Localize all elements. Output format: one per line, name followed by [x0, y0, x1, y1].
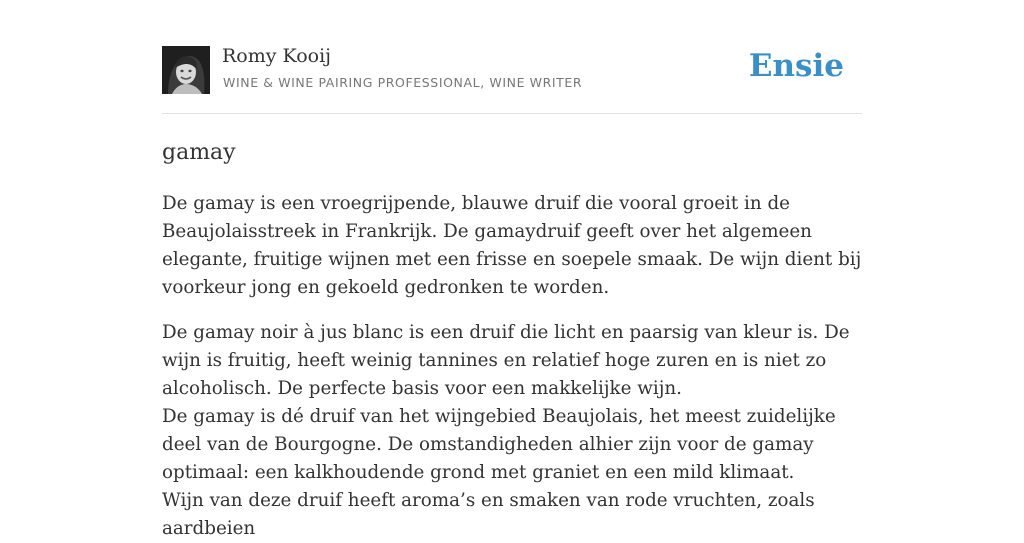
author-role: WINE & WINE PAIRING PROFESSIONAL, WINE WRITER — [223, 75, 583, 90]
article-paragraph: De gamay is dé druif van het wijngebied Beaujolais, het meest zuidelijke deel van de Bourgogne. De omstandigheden alhier zijn voor de gamay optimaal: een kalkhoudende grond met graniet en een mild klimaat. — [162, 406, 836, 483]
avatar-portrait-icon — [162, 46, 210, 94]
article-paragraph: Wijn van deze druif heeft aroma’s en smaken van rode vruchten, zoals aardbeien — [162, 490, 815, 539]
article-container — [162, 0, 862, 543]
article-paragraph: De gamay is een vroegrijpende, blauwe druif die vooral groeit in de Beaujolaisstreek in Frankrijk. De gamaydruif geeft over het algemeen elegante, fruitige wijnen met een frisse en soepele smaak. De wijn dient bij voorkeur jong en gekoeld gedronken te worden. — [162, 193, 862, 298]
author-header — [162, 0, 862, 114]
article-paragraph: De gamay noir à jus blanc is een druif die licht en paarsig van kleur is. De wijn is fruitig, heeft weinig tannines en relatief hoge zuren en is niet zo alcoholisch. De perfecte basis voor een makkelijke wijn. — [162, 322, 850, 399]
article-title: gamay — [162, 140, 236, 165]
author-avatar[interactable] — [162, 46, 210, 94]
ensie-logo[interactable]: Ensie — [748, 48, 844, 84]
author-name[interactable]: Romy Kooij — [222, 45, 332, 67]
article-body — [162, 190, 862, 543]
